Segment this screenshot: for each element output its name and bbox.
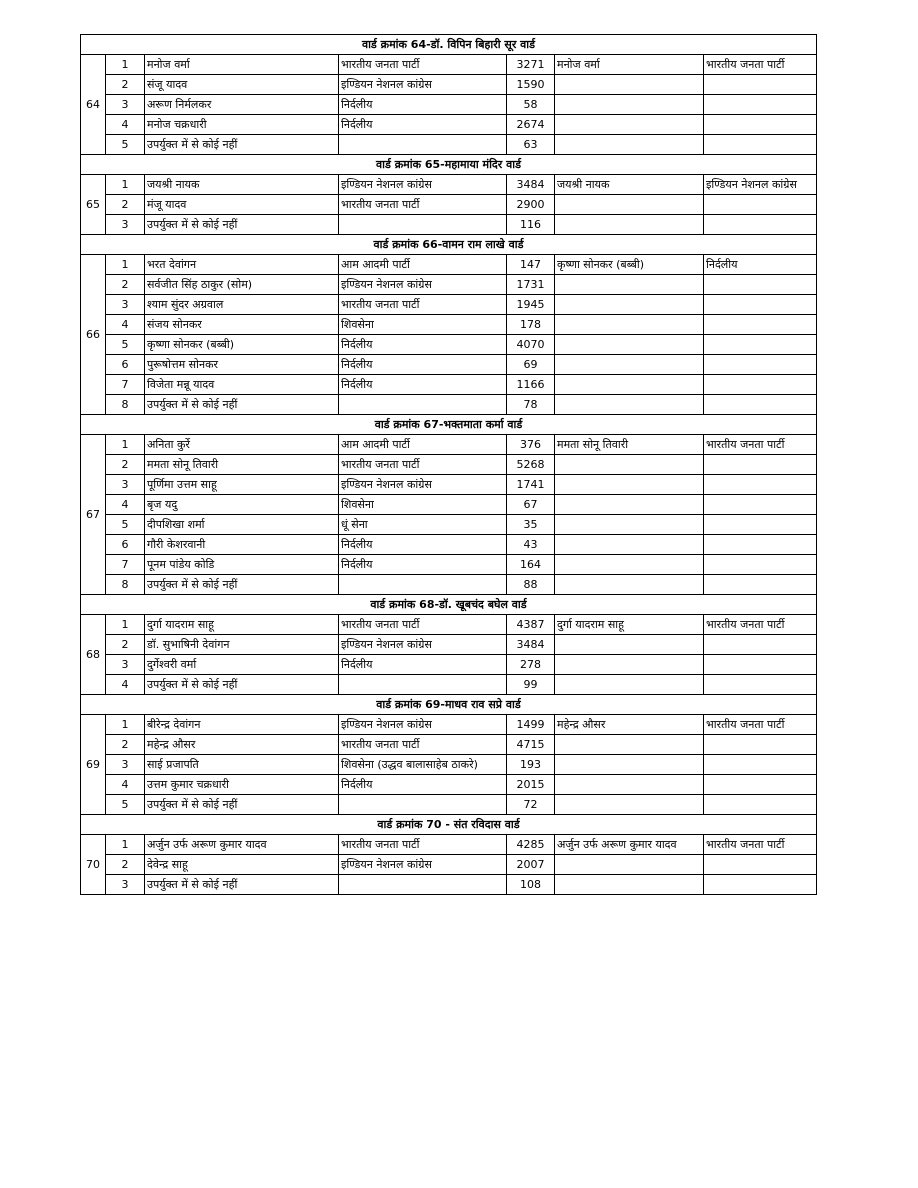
candidate-name: ममता सोनू तिवारी: [145, 455, 339, 475]
winner-name: ममता सोनू तिवारी: [555, 435, 704, 455]
winner-name: दुर्गा यादराम साहू: [555, 615, 704, 635]
candidate-row: [81, 535, 817, 555]
empty-cell: [704, 275, 817, 295]
ward-header-row: [81, 415, 817, 435]
candidate-votes: 4070: [507, 335, 555, 355]
empty-cell: [555, 135, 704, 155]
candidate-serial: 2: [106, 735, 145, 755]
empty-cell: [555, 115, 704, 135]
ward-title: वार्ड क्रमांक 68-डॉ. खूबचंद बघेल वार्ड: [81, 595, 817, 615]
candidate-serial: 7: [106, 375, 145, 395]
empty-cell: [555, 775, 704, 795]
candidate-party: निर्दलीय: [339, 535, 507, 555]
candidate-party: निर्दलीय: [339, 355, 507, 375]
candidate-serial: 4: [106, 675, 145, 695]
candidate-party: भारतीय जनता पार्टी: [339, 55, 507, 75]
candidate-party: इण्डियन नेशनल कांग्रेस: [339, 475, 507, 495]
candidate-votes: 5268: [507, 455, 555, 475]
empty-cell: [704, 655, 817, 675]
empty-cell: [704, 315, 817, 335]
candidate-name: उपर्युक्त में से कोई नहीं: [145, 575, 339, 595]
winner-party: भारतीय जनता पार्टी: [704, 435, 817, 455]
empty-cell: [704, 855, 817, 875]
candidate-serial: 5: [106, 135, 145, 155]
candidate-serial: 1: [106, 615, 145, 635]
empty-cell: [555, 75, 704, 95]
candidate-row: [81, 195, 817, 215]
ward-number: 66: [81, 255, 106, 415]
candidate-party: [339, 395, 507, 415]
winner-name: अर्जुन उर्फ अरूण कुमार यादव: [555, 835, 704, 855]
candidate-row: [81, 795, 817, 815]
candidate-party: निर्दलीय: [339, 335, 507, 355]
candidate-row: [81, 115, 817, 135]
ward-title: वार्ड क्रमांक 69-माधव राव सप्रे वार्ड: [81, 695, 817, 715]
empty-cell: [704, 115, 817, 135]
candidate-row: [81, 775, 817, 795]
candidate-party: भारतीय जनता पार्टी: [339, 615, 507, 635]
candidate-votes: 1945: [507, 295, 555, 315]
candidate-votes: 43: [507, 535, 555, 555]
candidate-name: सर्वजीत सिंह ठाकुर (सोम): [145, 275, 339, 295]
candidate-votes: 1499: [507, 715, 555, 735]
candidate-row: [81, 295, 817, 315]
candidate-row: [81, 755, 817, 775]
empty-cell: [704, 455, 817, 475]
candidate-party: [339, 795, 507, 815]
empty-cell: [704, 295, 817, 315]
candidate-name: श्याम सुंदर अग्रवाल: [145, 295, 339, 315]
empty-cell: [704, 535, 817, 555]
candidate-serial: 6: [106, 355, 145, 375]
candidate-row: [81, 615, 817, 635]
empty-cell: [704, 495, 817, 515]
empty-cell: [704, 515, 817, 535]
candidate-name: महेन्द्र औसर: [145, 735, 339, 755]
empty-cell: [555, 455, 704, 475]
candidate-serial: 4: [106, 315, 145, 335]
winner-party: निर्दलीय: [704, 255, 817, 275]
candidate-name: बीरेन्द्र देवांगन: [145, 715, 339, 735]
candidate-serial: 1: [106, 715, 145, 735]
candidate-party: निर्दलीय: [339, 655, 507, 675]
candidate-serial: 2: [106, 75, 145, 95]
candidate-party: धूं सेना: [339, 515, 507, 535]
candidate-name: उपर्युक्त में से कोई नहीं: [145, 795, 339, 815]
candidate-votes: 193: [507, 755, 555, 775]
candidate-name: मनोज चक्रधारी: [145, 115, 339, 135]
candidate-votes: 88: [507, 575, 555, 595]
candidate-party: भारतीय जनता पार्टी: [339, 455, 507, 475]
candidate-party: शिवसेना: [339, 315, 507, 335]
candidate-row: [81, 375, 817, 395]
empty-cell: [555, 535, 704, 555]
candidate-party: निर्दलीय: [339, 375, 507, 395]
candidate-name: देवेन्द्र साहू: [145, 855, 339, 875]
ward-number: 67: [81, 435, 106, 595]
candidate-row: [81, 55, 817, 75]
candidate-name: दुर्गा यादराम साहू: [145, 615, 339, 635]
empty-cell: [555, 655, 704, 675]
candidate-row: [81, 355, 817, 375]
candidate-name: बृज यदु: [145, 495, 339, 515]
empty-cell: [555, 495, 704, 515]
winner-party: भारतीय जनता पार्टी: [704, 715, 817, 735]
candidate-name: संजय सोनकर: [145, 315, 339, 335]
winner-party: भारतीय जनता पार्टी: [704, 835, 817, 855]
ward-title: वार्ड क्रमांक 66-वामन राम लाखे वार्ड: [81, 235, 817, 255]
candidate-row: [81, 395, 817, 415]
empty-cell: [704, 375, 817, 395]
candidate-party: [339, 675, 507, 695]
empty-cell: [555, 215, 704, 235]
empty-cell: [555, 375, 704, 395]
candidate-serial: 3: [106, 655, 145, 675]
candidate-row: [81, 715, 817, 735]
candidate-serial: 1: [106, 55, 145, 75]
candidate-name: दीपशिखा शर्मा: [145, 515, 339, 535]
candidate-name: दुर्गेश्वरी वर्मा: [145, 655, 339, 675]
ward-header-row: [81, 235, 817, 255]
candidate-row: [81, 835, 817, 855]
candidate-name: पुरूषोत्तम सोनकर: [145, 355, 339, 375]
ward-header-row: [81, 815, 817, 835]
candidate-votes: 99: [507, 675, 555, 695]
candidate-name: पूर्णिमा उत्तम साहू: [145, 475, 339, 495]
candidate-serial: 2: [106, 635, 145, 655]
candidate-serial: 2: [106, 855, 145, 875]
candidate-party: भारतीय जनता पार्टी: [339, 195, 507, 215]
candidate-votes: 3484: [507, 175, 555, 195]
candidate-votes: 1741: [507, 475, 555, 495]
candidate-name: अनिता कुर्रे: [145, 435, 339, 455]
ward-title: वार्ड क्रमांक 64-डॉ. विपिन बिहारी सूर वार्ड: [81, 35, 817, 55]
empty-cell: [555, 555, 704, 575]
ward-title: वार्ड क्रमांक 67-भक्तमाता कर्मा वार्ड: [81, 415, 817, 435]
empty-cell: [555, 855, 704, 875]
candidate-row: [81, 435, 817, 455]
candidate-party: निर्दलीय: [339, 115, 507, 135]
candidate-serial: 2: [106, 455, 145, 475]
candidate-party: इण्डियन नेशनल कांग्रेस: [339, 715, 507, 735]
candidate-name: उपर्युक्त में से कोई नहीं: [145, 215, 339, 235]
candidate-row: [81, 135, 817, 155]
candidate-votes: 67: [507, 495, 555, 515]
ward-title: वार्ड क्रमांक 70 - संत रविदास वार्ड: [81, 815, 817, 835]
candidate-name: उपर्युक्त में से कोई नहीं: [145, 875, 339, 895]
candidate-votes: 1590: [507, 75, 555, 95]
winner-party: भारतीय जनता पार्टी: [704, 55, 817, 75]
winner-party: भारतीय जनता पार्टी: [704, 615, 817, 635]
candidate-votes: 69: [507, 355, 555, 375]
candidate-serial: 3: [106, 755, 145, 775]
candidate-votes: 2007: [507, 855, 555, 875]
candidate-row: [81, 675, 817, 695]
candidate-row: [81, 315, 817, 335]
candidate-name: भरत देवांगन: [145, 255, 339, 275]
candidate-serial: 3: [106, 215, 145, 235]
winner-name: कृष्णा सोनकर (बब्बी): [555, 255, 704, 275]
candidate-party: भारतीय जनता पार्टी: [339, 295, 507, 315]
candidate-row: [81, 255, 817, 275]
candidate-row: [81, 515, 817, 535]
empty-cell: [704, 355, 817, 375]
empty-cell: [555, 755, 704, 775]
empty-cell: [704, 795, 817, 815]
candidate-party: भारतीय जनता पार्टी: [339, 835, 507, 855]
ward-header-row: [81, 155, 817, 175]
candidate-party: आम आदमी पार्टी: [339, 255, 507, 275]
candidate-votes: 178: [507, 315, 555, 335]
candidate-party: [339, 215, 507, 235]
candidate-votes: 376: [507, 435, 555, 455]
empty-cell: [555, 95, 704, 115]
candidate-votes: 78: [507, 395, 555, 415]
empty-cell: [555, 275, 704, 295]
candidate-row: [81, 75, 817, 95]
candidate-party: शिवसेना: [339, 495, 507, 515]
empty-cell: [704, 555, 817, 575]
candidate-party: भारतीय जनता पार्टी: [339, 735, 507, 755]
empty-cell: [704, 95, 817, 115]
candidate-votes: 63: [507, 135, 555, 155]
candidate-row: [81, 635, 817, 655]
candidate-votes: 4387: [507, 615, 555, 635]
candidate-votes: 35: [507, 515, 555, 535]
ward-title: वार्ड क्रमांक 65-महामाया मंदिर वार्ड: [81, 155, 817, 175]
candidate-serial: 3: [106, 295, 145, 315]
candidate-name: गौरी केशरवानी: [145, 535, 339, 555]
empty-cell: [704, 755, 817, 775]
candidate-votes: 58: [507, 95, 555, 115]
empty-cell: [555, 315, 704, 335]
empty-cell: [704, 775, 817, 795]
candidate-row: [81, 275, 817, 295]
winner-name: जयश्री नायक: [555, 175, 704, 195]
candidate-votes: 3484: [507, 635, 555, 655]
empty-cell: [555, 515, 704, 535]
winner-name: महेन्द्र औसर: [555, 715, 704, 735]
candidate-serial: 3: [106, 95, 145, 115]
candidate-party: [339, 575, 507, 595]
candidate-votes: 72: [507, 795, 555, 815]
empty-cell: [704, 395, 817, 415]
candidate-serial: 1: [106, 435, 145, 455]
candidate-votes: 164: [507, 555, 555, 575]
candidate-row: [81, 335, 817, 355]
candidate-row: [81, 95, 817, 115]
candidate-serial: 4: [106, 115, 145, 135]
candidate-votes: 1166: [507, 375, 555, 395]
candidate-row: [81, 175, 817, 195]
candidate-row: [81, 655, 817, 675]
ward-header-row: [81, 595, 817, 615]
candidate-serial: 7: [106, 555, 145, 575]
candidate-name: पूनम पांडेय कोडि: [145, 555, 339, 575]
candidate-name: मंजू यादव: [145, 195, 339, 215]
candidate-name: उत्तम कुमार चक्रधारी: [145, 775, 339, 795]
empty-cell: [555, 875, 704, 895]
ward-number: 65: [81, 175, 106, 235]
candidate-name: अर्जुन उर्फ अरूण कुमार यादव: [145, 835, 339, 855]
candidate-votes: 2015: [507, 775, 555, 795]
candidate-name: संजू यादव: [145, 75, 339, 95]
candidate-votes: 116: [507, 215, 555, 235]
candidate-row: [81, 875, 817, 895]
candidate-serial: 5: [106, 515, 145, 535]
candidate-serial: 5: [106, 795, 145, 815]
candidate-party: इण्डियन नेशनल कांग्रेस: [339, 275, 507, 295]
ward-header-row: [81, 695, 817, 715]
candidate-name: उपर्युक्त में से कोई नहीं: [145, 675, 339, 695]
candidate-row: [81, 215, 817, 235]
empty-cell: [704, 635, 817, 655]
empty-cell: [555, 675, 704, 695]
candidate-party: शिवसेना (उद्धव बालासाहेब ठाकरे): [339, 755, 507, 775]
empty-cell: [555, 475, 704, 495]
empty-cell: [555, 795, 704, 815]
empty-cell: [704, 575, 817, 595]
candidate-row: [81, 455, 817, 475]
winner-name: मनोज वर्मा: [555, 55, 704, 75]
candidate-name: अरूण निर्मलकर: [145, 95, 339, 115]
ward-number: 70: [81, 835, 106, 895]
empty-cell: [555, 635, 704, 655]
ward-number: 68: [81, 615, 106, 695]
empty-cell: [555, 395, 704, 415]
candidate-party: आम आदमी पार्टी: [339, 435, 507, 455]
empty-cell: [704, 135, 817, 155]
results-body: [81, 35, 817, 895]
candidate-votes: 2674: [507, 115, 555, 135]
empty-cell: [704, 195, 817, 215]
empty-cell: [704, 875, 817, 895]
candidate-serial: 4: [106, 495, 145, 515]
ward-header-row: [81, 35, 817, 55]
empty-cell: [704, 215, 817, 235]
candidate-name: उपर्युक्त में से कोई नहीं: [145, 135, 339, 155]
candidate-name: डॉ. सुभाषिनी देवांगन: [145, 635, 339, 655]
candidate-serial: 3: [106, 475, 145, 495]
candidate-name: साई प्रजापति: [145, 755, 339, 775]
candidate-votes: 4715: [507, 735, 555, 755]
candidate-serial: 2: [106, 195, 145, 215]
candidate-row: [81, 555, 817, 575]
candidate-serial: 1: [106, 835, 145, 855]
candidate-row: [81, 495, 817, 515]
ward-number: 64: [81, 55, 106, 155]
empty-cell: [555, 295, 704, 315]
empty-cell: [704, 335, 817, 355]
candidate-serial: 3: [106, 875, 145, 895]
candidate-party: इण्डियन नेशनल कांग्रेस: [339, 75, 507, 95]
empty-cell: [704, 475, 817, 495]
candidate-party: निर्दलीय: [339, 555, 507, 575]
ward-results-table: [80, 34, 817, 895]
candidate-party: निर्दलीय: [339, 775, 507, 795]
candidate-row: [81, 735, 817, 755]
candidate-serial: 6: [106, 535, 145, 555]
candidate-name: विजेता मन्नू यादव: [145, 375, 339, 395]
empty-cell: [704, 675, 817, 695]
empty-cell: [555, 195, 704, 215]
candidate-votes: 2900: [507, 195, 555, 215]
candidate-row: [81, 475, 817, 495]
ward-number: 69: [81, 715, 106, 815]
candidate-serial: 1: [106, 255, 145, 275]
candidate-party: इण्डियन नेशनल कांग्रेस: [339, 855, 507, 875]
empty-cell: [555, 735, 704, 755]
candidate-votes: 1731: [507, 275, 555, 295]
candidate-name: मनोज वर्मा: [145, 55, 339, 75]
candidate-serial: 1: [106, 175, 145, 195]
candidate-votes: 147: [507, 255, 555, 275]
candidate-name: जयश्री नायक: [145, 175, 339, 195]
candidate-votes: 278: [507, 655, 555, 675]
candidate-serial: 5: [106, 335, 145, 355]
candidate-serial: 2: [106, 275, 145, 295]
candidate-party: [339, 875, 507, 895]
candidate-name: उपर्युक्त में से कोई नहीं: [145, 395, 339, 415]
empty-cell: [555, 355, 704, 375]
candidate-serial: 8: [106, 395, 145, 415]
candidate-party: निर्दलीय: [339, 95, 507, 115]
empty-cell: [555, 575, 704, 595]
candidate-serial: 8: [106, 575, 145, 595]
candidate-row: [81, 855, 817, 875]
candidate-name: कृष्णा सोनकर (बब्बी): [145, 335, 339, 355]
empty-cell: [704, 735, 817, 755]
candidate-party: इण्डियन नेशनल कांग्रेस: [339, 635, 507, 655]
empty-cell: [555, 335, 704, 355]
candidate-party: [339, 135, 507, 155]
candidate-party: इण्डियन नेशनल कांग्रेस: [339, 175, 507, 195]
empty-cell: [704, 75, 817, 95]
candidate-row: [81, 575, 817, 595]
candidate-votes: 108: [507, 875, 555, 895]
candidate-serial: 4: [106, 775, 145, 795]
winner-party: इण्डियन नेशनल कांग्रेस: [704, 175, 817, 195]
candidate-votes: 4285: [507, 835, 555, 855]
candidate-votes: 3271: [507, 55, 555, 75]
